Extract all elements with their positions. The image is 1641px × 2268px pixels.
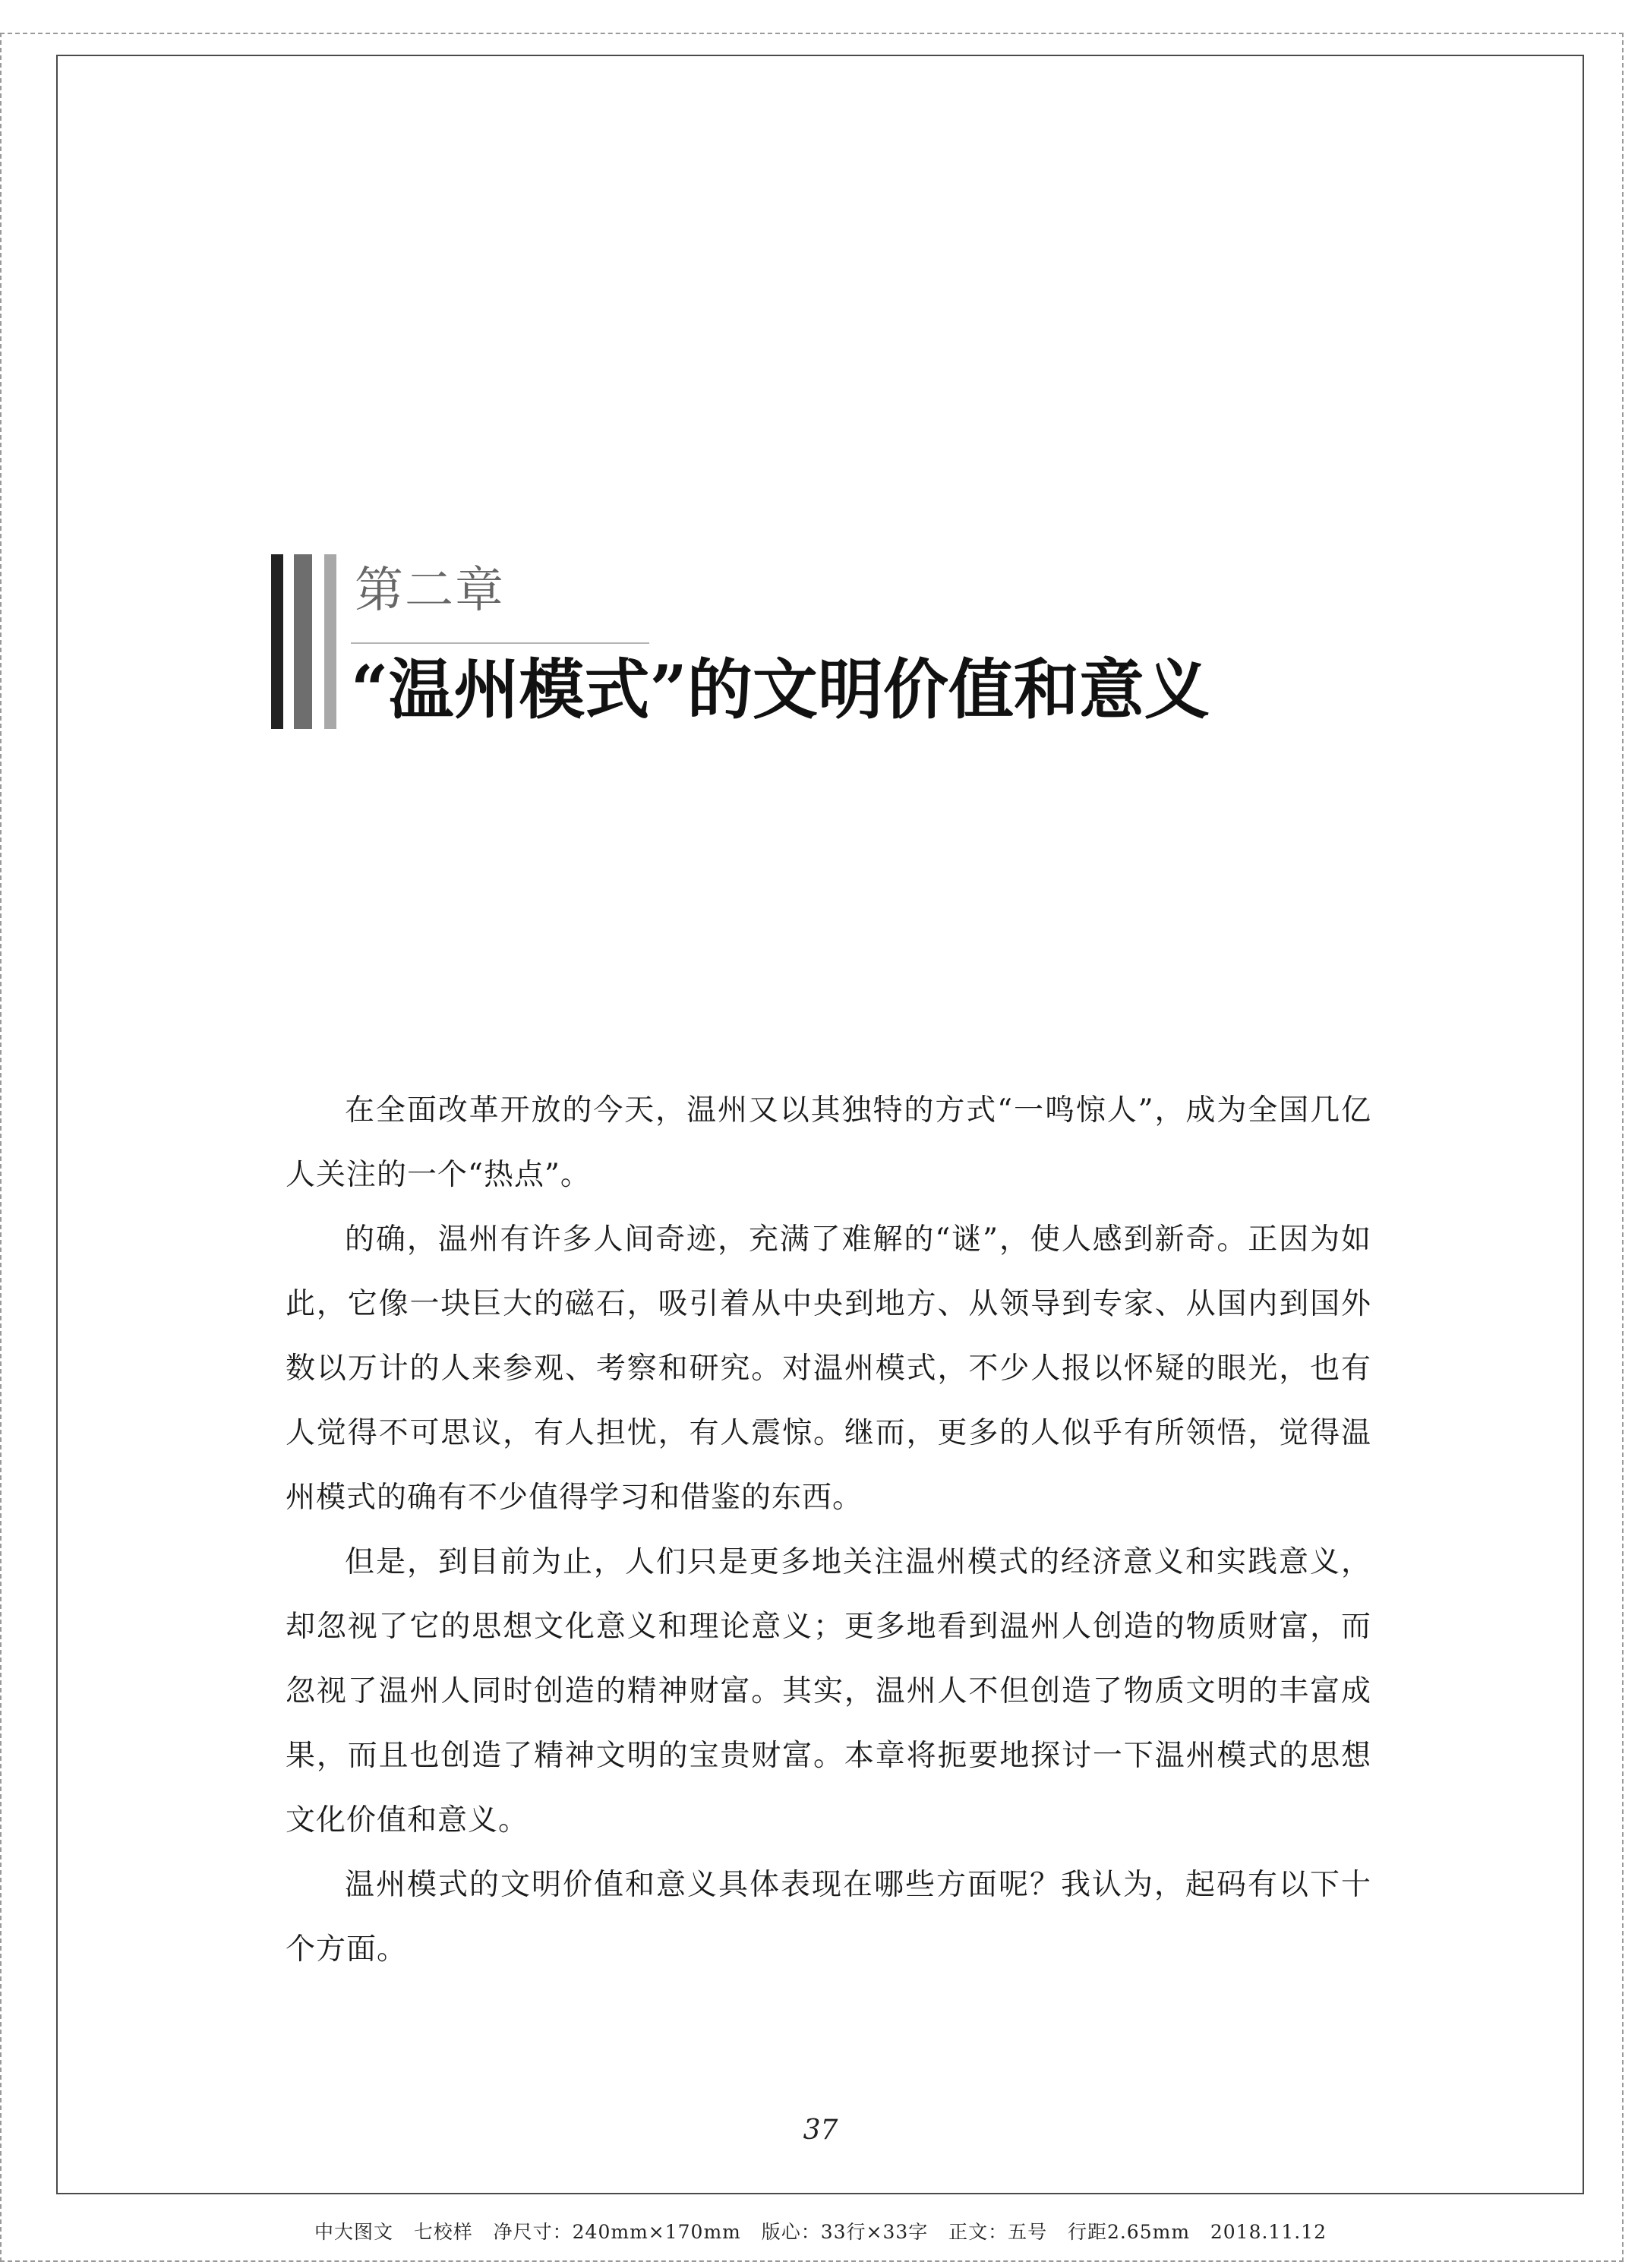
chapter-decorative-bars (271, 554, 347, 729)
chapter-divider (351, 642, 649, 644)
paragraph: 在全面改革开放的今天，温州又以其独特的方式“一鸣惊人”，成为全国几亿人关注的一个“热点”。 (286, 1093, 1371, 1192)
chapter-number: 第二章 (355, 563, 505, 619)
chapter-bar-mid (294, 554, 312, 729)
page-number: 37 (803, 2115, 838, 2146)
chapter-bar-dark (271, 554, 283, 729)
print-info-footer: 中大图文 七校样 净尺寸：240mm×170mm 版心：33行×33字 正文：五号 行距2.65mm 2018.11.12 (314, 2221, 1327, 2243)
chapter-bar-light (324, 554, 336, 729)
paragraph: 但是，到目前为止，人们只是更多地关注温州模式的经济意义和实践意义，却忽视了它的思想文化意义和理论意义；更多地看到温州人创造的物质财富，而忽视了温州人同时创造的精神财富。其实，温州人不但创造了物质文明的丰富成果，而且也创造了精神文明的宝贵财富。本章将扼要地探讨一下温州模式的思想文化价值和意义。 (286, 1545, 1371, 1837)
chapter-title: “温州模式”的文明价值和意义 (351, 651, 1210, 728)
paragraph: 的确，温州有许多人间奇迹，充满了难解的“谜”，使人感到新奇。正因为如此，它像一块巨大的磁石，吸引着从中央到地方、从领导到专家、从国内到国外数以万计的人来参观、考察和研究。对温州模式，不少人报以怀疑的眼光，也有人觉得不可思议，有人担忧，有人震惊。继而，更多的人似乎有所领悟，觉得温州模式的确有不少值得学习和借鉴的东西。 (286, 1222, 1371, 1515)
paragraph: 温州模式的文明价值和意义具体表现在哪些方面呢？我认为，起码有以下十个方面。 (286, 1868, 1371, 1967)
body-text (286, 1078, 1371, 1982)
